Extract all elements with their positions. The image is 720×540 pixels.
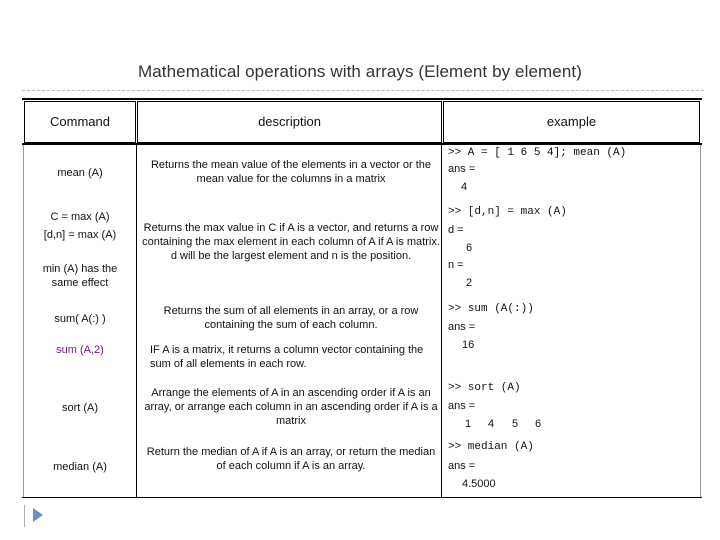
header-bottom-border <box>22 143 702 145</box>
row-sum-description-2: IF A is a matrix, it returns a column vector containing the sum of all elements in each row. <box>150 344 424 370</box>
row-sum-command-1: sum( A(:) ) <box>54 313 106 325</box>
row-max-description: Returns the max value in C if A is a vector, and returns a row containing the max element in each column of A if A is matrix. d will be the largest element and n is the position. <box>142 222 440 262</box>
row-max-example-d: d = <box>448 224 464 236</box>
row-sum-example-ans: ans = <box>448 321 476 333</box>
row-max-command-2: [d,n] = max (A) <box>43 229 117 241</box>
play-arrow-icon[interactable] <box>33 508 43 522</box>
row-mean-example-ans: ans = <box>448 163 476 175</box>
row-median-example-ans: ans = <box>448 460 476 472</box>
row-sum-description-1: Returns the sum of all elements in an array, or a row containing the sum of each column. <box>163 305 419 331</box>
column-divider-left <box>136 145 137 498</box>
header-example: example <box>546 114 597 129</box>
row-max-command-1: C = max (A) <box>50 211 110 223</box>
row-mean-example-code: >> A = [ 1 6 5 4]; mean (A) <box>448 147 627 159</box>
row-median-command: median (A) <box>53 461 107 473</box>
header-command: Command <box>50 114 110 129</box>
row-sort-example-value-3: 5 <box>512 418 519 430</box>
row-sort-command: sort (A) <box>61 402 99 414</box>
row-sort-example-value-4: 6 <box>535 418 542 430</box>
row-max-example-code: >> [d,n] = max (A) <box>448 206 567 218</box>
row-max-example-n: n = <box>448 259 464 271</box>
row-max-example-n-value: 2 <box>466 277 473 289</box>
table-bottom-border <box>22 497 702 498</box>
row-mean-command: mean (A) <box>57 167 103 179</box>
row-mean-example-value: 4 <box>461 181 468 193</box>
row-sort-example-value-1: 1 <box>465 418 472 430</box>
row-sort-description: Arrange the elements of A in an ascending order if A is an array, or arrange each column in an ascending order if A is a matrix <box>144 387 438 427</box>
row-mean-description: Returns the mean value of the elements in a vector or the mean value for the columns in a matrix <box>150 159 432 185</box>
row-max-example-d-value: 6 <box>466 242 473 254</box>
row-sort-example-code: >> sort (A) <box>448 382 521 394</box>
row-median-example-value: 4.5000 <box>462 478 496 490</box>
row-max-command-3: min (A) has the same effect <box>42 263 118 289</box>
row-sum-example-code: >> sum (A(:)) <box>448 303 534 315</box>
column-divider-right <box>441 145 442 498</box>
table-top-border <box>22 98 702 100</box>
slide-title: Mathematical operations with arrays (Element by element) <box>137 62 582 81</box>
row-sort-example-value-2: 4 <box>488 418 495 430</box>
row-median-description: Return the median of A if A is an array, or return the median of each column if A is an array. <box>146 446 436 472</box>
row-sum-example-value: 16 <box>462 339 475 351</box>
table-right-border <box>700 145 701 498</box>
header-description: description <box>258 114 321 129</box>
row-sort-example-ans: ans = <box>448 400 476 412</box>
row-sum-command-2: sum (A,2) <box>56 344 104 356</box>
title-divider <box>22 90 704 91</box>
nav-divider <box>24 505 25 527</box>
row-median-example-code: >> median (A) <box>448 441 534 453</box>
